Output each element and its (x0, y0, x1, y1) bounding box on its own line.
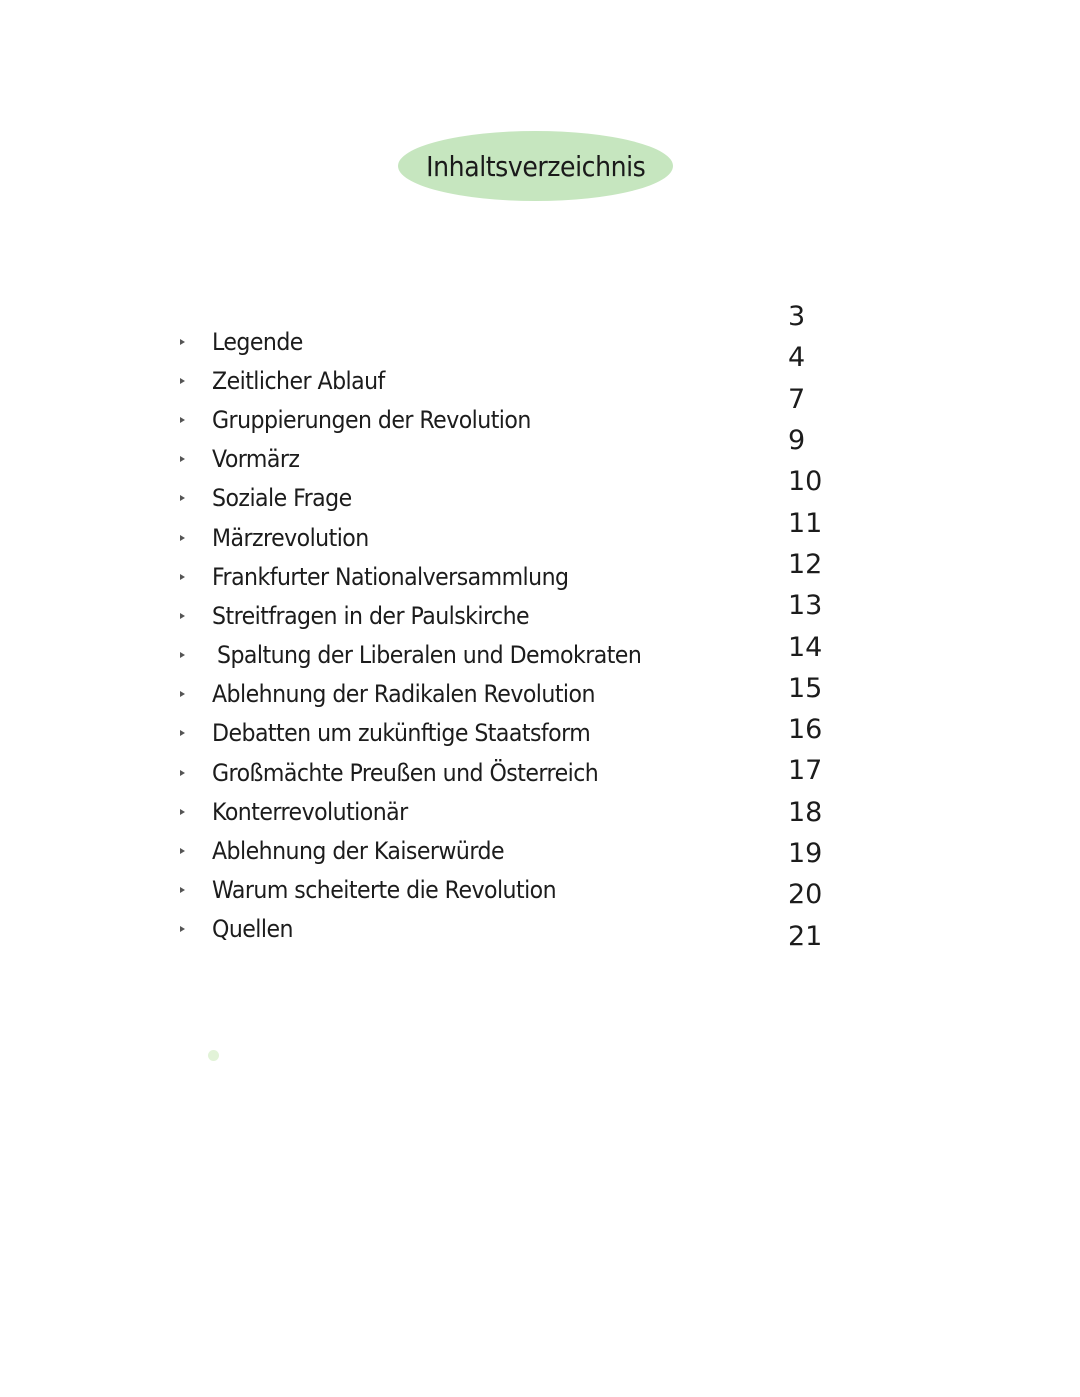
toc-item (180, 831, 678, 870)
toc-item-label: Spaltung der Liberalen und Demokraten (217, 641, 642, 670)
page-number: 15 (788, 672, 823, 704)
toc-item-label: Debatten um zukünftige Staatsform (212, 719, 591, 748)
toc-item (180, 322, 678, 361)
page-number: 11 (788, 507, 823, 539)
page-number: 14 (788, 631, 823, 663)
page-number: 3 (788, 301, 806, 333)
decorative-dot (208, 1050, 219, 1061)
toc-item (180, 753, 678, 792)
page-number: 4 (788, 342, 806, 374)
page-number: 13 (788, 590, 823, 622)
toc-item (180, 714, 678, 753)
bullet-icon (180, 456, 185, 462)
bullet-icon (180, 613, 185, 619)
bullet-icon (180, 691, 185, 697)
toc-item-label: Konterrevolutionär (212, 797, 408, 826)
toc-item-label: Märzrevolution (212, 523, 369, 552)
bullet-icon (180, 378, 185, 384)
page-title: Inhaltsverzeichnis (425, 149, 646, 183)
toc-item-label: Quellen (212, 915, 293, 944)
toc-item-label: Großmächte Preußen und Österreich (212, 758, 599, 787)
toc-list (180, 322, 678, 949)
bullet-icon (180, 535, 185, 541)
toc-item-label: Zeitlicher Ablauf (212, 366, 385, 395)
page-number: 16 (788, 714, 823, 746)
toc-item (180, 479, 678, 518)
toc-item-label: Soziale Frage (212, 484, 352, 513)
toc-item (180, 636, 678, 675)
toc-item (180, 596, 678, 635)
bullet-icon (180, 652, 185, 658)
bullet-icon (180, 809, 185, 815)
bullet-icon (180, 574, 185, 580)
toc-item-label: Frankfurter Nationalversammlung (212, 562, 569, 591)
page-number: 21 (788, 920, 823, 952)
toc-item-label: Streitfragen in der Paulskirche (212, 601, 530, 630)
bullet-icon (180, 887, 185, 893)
toc-item (180, 675, 678, 714)
toc-item-label: Gruppierungen der Revolution (212, 405, 531, 434)
bullet-icon (180, 770, 185, 776)
page-number: 9 (788, 425, 806, 457)
bullet-icon (180, 926, 185, 932)
toc-item (180, 400, 678, 439)
toc-item (180, 557, 678, 596)
toc-item (180, 518, 678, 557)
page-number: 20 (788, 879, 823, 911)
page-number: 18 (788, 796, 823, 828)
toc-item-label: Vormärz (212, 445, 300, 474)
bullet-icon (180, 339, 185, 345)
toc-item-label: Ablehnung der Kaiserwürde (212, 837, 505, 866)
bullet-icon (180, 730, 185, 736)
bullet-icon (180, 495, 185, 501)
toc-item (180, 910, 678, 949)
toc-item (180, 792, 678, 831)
page-number: 7 (788, 383, 806, 415)
bullet-icon (180, 417, 185, 423)
page-number: 17 (788, 755, 823, 787)
toc-item (180, 440, 678, 479)
bullet-icon (180, 848, 185, 854)
page-number: 10 (788, 466, 823, 498)
toc-item (180, 361, 678, 400)
toc-item-label: Legende (212, 327, 303, 356)
page-number-list (788, 296, 822, 957)
title-highlight (398, 131, 673, 201)
page-number: 19 (788, 838, 823, 869)
toc-item (180, 871, 678, 910)
toc-item-label: Ablehnung der Radikalen Revolution (212, 680, 595, 709)
page-number: 12 (788, 548, 823, 580)
toc-item-label: Warum scheiterte die Revolution (212, 876, 557, 905)
